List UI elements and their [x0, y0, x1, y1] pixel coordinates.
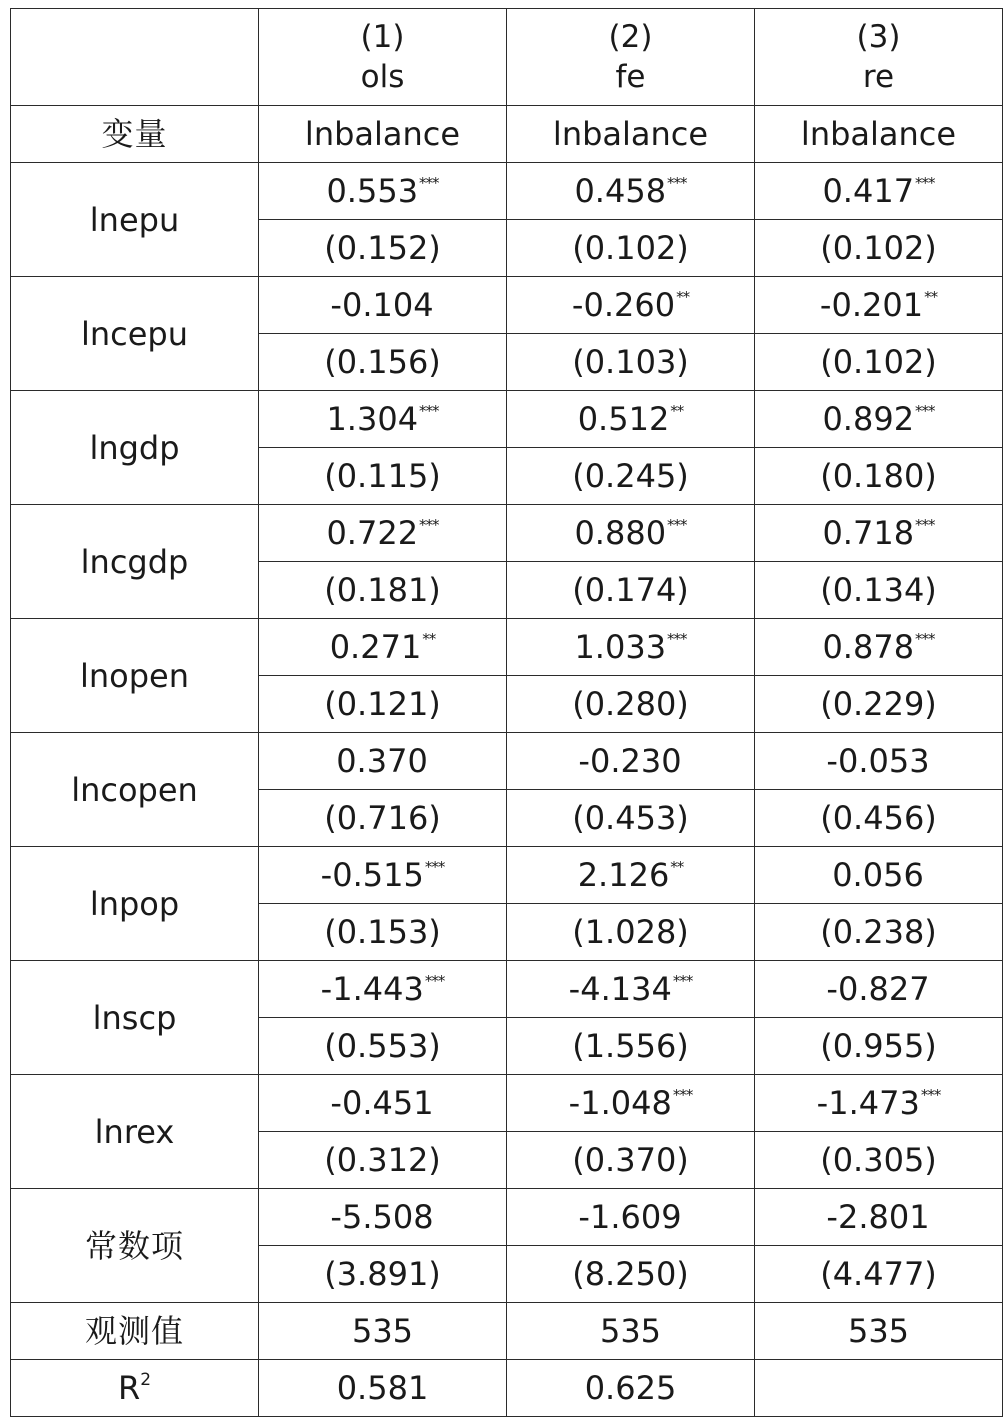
significance-stars: ***	[667, 630, 687, 648]
significance-stars: **	[924, 288, 938, 306]
coef-cell	[259, 847, 507, 904]
r-squared-value	[755, 1360, 1003, 1417]
header-col-2	[507, 9, 755, 106]
coef-value: -1.048	[568, 1084, 672, 1122]
coef-row	[11, 1189, 1003, 1246]
std-error-cell: (0.456)	[755, 790, 1003, 847]
coef-cell	[755, 277, 1003, 334]
variable-name: lncgdp	[11, 505, 259, 619]
variable-name: lncepu	[11, 277, 259, 391]
significance-stars: ***	[667, 174, 687, 192]
std-error-cell: (0.305)	[755, 1132, 1003, 1189]
coef-cell	[755, 1075, 1003, 1132]
variable-name: lnopen	[11, 619, 259, 733]
coef-value: -1.443	[320, 970, 424, 1008]
std-error-cell: (0.103)	[507, 334, 755, 391]
significance-stars: ***	[915, 174, 935, 192]
coef-cell	[259, 1075, 507, 1132]
coef-value: 1.033	[574, 628, 667, 666]
significance-stars: ***	[915, 402, 935, 420]
significance-stars: ***	[672, 1086, 693, 1104]
model-name: ols	[360, 59, 405, 95]
coef-cell	[755, 505, 1003, 562]
coef-value: -2.801	[826, 1198, 930, 1236]
coef-row	[11, 619, 1003, 676]
r-squared-exponent: 2	[140, 1370, 152, 1390]
coef-cell	[507, 391, 755, 448]
coef-cell	[259, 619, 507, 676]
coef-value: -0.230	[578, 742, 682, 780]
coef-value: 0.878	[822, 628, 915, 666]
significance-stars: **	[670, 858, 684, 876]
variable-name: lnpop	[11, 847, 259, 961]
variable-name: 常数项	[11, 1189, 259, 1303]
coef-row	[11, 961, 1003, 1018]
std-error-cell: (0.453)	[507, 790, 755, 847]
coef-value: -5.508	[330, 1198, 434, 1236]
coef-value: 0.056	[832, 856, 924, 894]
coef-row	[11, 733, 1003, 790]
coef-cell	[755, 961, 1003, 1018]
variable-name: lnscp	[11, 961, 259, 1075]
std-error-cell: (0.181)	[259, 562, 507, 619]
std-error-cell: (0.115)	[259, 448, 507, 505]
header-row-depvar	[11, 106, 1003, 163]
r-squared-row	[11, 1360, 1003, 1417]
coef-value: 0.370	[336, 742, 428, 780]
std-error-cell: (0.156)	[259, 334, 507, 391]
observations-value: 535	[259, 1303, 507, 1360]
coef-row	[11, 391, 1003, 448]
coef-cell	[259, 277, 507, 334]
significance-stars: ***	[667, 516, 687, 534]
coef-cell	[755, 1189, 1003, 1246]
significance-stars: ***	[419, 516, 439, 534]
coef-value: -0.053	[826, 742, 930, 780]
coef-cell	[507, 1189, 755, 1246]
depvar-col-3: lnbalance	[755, 106, 1003, 163]
coef-cell	[259, 961, 507, 1018]
coef-value: -0.827	[826, 970, 930, 1008]
std-error-cell: (0.370)	[507, 1132, 755, 1189]
std-error-cell: (0.180)	[755, 448, 1003, 505]
coef-value: -1.609	[578, 1198, 682, 1236]
coef-value: 0.512	[577, 400, 670, 438]
coef-cell	[755, 391, 1003, 448]
coef-cell	[259, 733, 507, 790]
significance-stars: ***	[920, 1086, 941, 1104]
std-error-cell: (0.153)	[259, 904, 507, 961]
significance-stars: ***	[672, 972, 693, 990]
significance-stars: ***	[419, 402, 439, 420]
coef-cell	[755, 733, 1003, 790]
std-error-cell: (0.280)	[507, 676, 755, 733]
header-col-1	[259, 9, 507, 106]
variable-name: lncopen	[11, 733, 259, 847]
coef-cell	[259, 391, 507, 448]
variable-name: lnrex	[11, 1075, 259, 1189]
header-col-3	[755, 9, 1003, 106]
std-error-cell: (0.121)	[259, 676, 507, 733]
std-error-cell: (0.229)	[755, 676, 1003, 733]
coef-cell	[507, 733, 755, 790]
coef-cell	[259, 505, 507, 562]
std-error-cell: (8.250)	[507, 1246, 755, 1303]
variable-name: lngdp	[11, 391, 259, 505]
std-error-cell: (1.556)	[507, 1018, 755, 1075]
coef-row	[11, 505, 1003, 562]
coef-row	[11, 277, 1003, 334]
header-row-models	[11, 9, 1003, 106]
variable-header: 变量	[11, 106, 259, 163]
significance-stars: ***	[915, 630, 935, 648]
observations-value: 535	[507, 1303, 755, 1360]
coef-value: -0.104	[330, 286, 434, 324]
model-name: fe	[615, 59, 646, 95]
variable-name: lnepu	[11, 163, 259, 277]
std-error-cell: (0.245)	[507, 448, 755, 505]
coef-cell	[507, 163, 755, 220]
column-number: (2)	[608, 19, 653, 55]
std-error-cell: (0.174)	[507, 562, 755, 619]
std-error-cell: (0.102)	[507, 220, 755, 277]
std-error-cell: (4.477)	[755, 1246, 1003, 1303]
coef-value: -1.473	[816, 1084, 920, 1122]
coef-cell	[755, 163, 1003, 220]
significance-stars: ***	[915, 516, 935, 534]
coef-cell	[507, 961, 755, 1018]
std-error-cell: (0.312)	[259, 1132, 507, 1189]
std-error-cell: (0.134)	[755, 562, 1003, 619]
std-error-cell: (0.238)	[755, 904, 1003, 961]
coef-value: 0.880	[574, 514, 667, 552]
std-error-cell: (0.102)	[755, 220, 1003, 277]
coef-value: -0.515	[320, 856, 424, 894]
std-error-cell: (1.028)	[507, 904, 755, 961]
significance-stars: ***	[424, 972, 445, 990]
significance-stars: ***	[424, 858, 445, 876]
header-corner-cell	[11, 9, 259, 106]
std-error-cell: (0.716)	[259, 790, 507, 847]
coef-value: 2.126	[577, 856, 670, 894]
model-name: re	[862, 59, 895, 95]
std-error-cell: (0.955)	[755, 1018, 1003, 1075]
coef-value: 0.718	[822, 514, 915, 552]
coef-value: -0.260	[571, 286, 676, 324]
regression-table	[10, 8, 1003, 1417]
significance-stars: **	[422, 630, 436, 648]
depvar-col-1: lnbalance	[259, 106, 507, 163]
coef-value: 1.304	[326, 400, 419, 438]
coef-row	[11, 847, 1003, 904]
std-error-cell: (3.891)	[259, 1246, 507, 1303]
column-number: (1)	[360, 19, 405, 55]
coef-value: -0.451	[330, 1084, 434, 1122]
r-squared-letter: R	[117, 1369, 141, 1407]
depvar-col-2: lnbalance	[507, 106, 755, 163]
coef-cell	[507, 505, 755, 562]
coef-cell	[755, 847, 1003, 904]
table-body	[11, 9, 1003, 1417]
coef-value: 0.722	[326, 514, 419, 552]
r-squared-label	[11, 1360, 259, 1417]
observations-row	[11, 1303, 1003, 1360]
std-error-cell: (0.553)	[259, 1018, 507, 1075]
std-error-cell: (0.152)	[259, 220, 507, 277]
coef-value: 0.458	[574, 172, 667, 210]
coef-value: 0.553	[326, 172, 419, 210]
observations-label: 观测值	[11, 1303, 259, 1360]
coef-cell	[259, 1189, 507, 1246]
coef-row	[11, 163, 1003, 220]
significance-stars: **	[676, 288, 690, 306]
coef-cell	[507, 847, 755, 904]
coef-cell	[507, 1075, 755, 1132]
std-error-cell: (0.102)	[755, 334, 1003, 391]
coef-value: -4.134	[568, 970, 672, 1008]
column-number: (3)	[856, 19, 901, 55]
coef-cell	[259, 163, 507, 220]
r-squared-value: 0.581	[259, 1360, 507, 1417]
r-squared-value: 0.625	[507, 1360, 755, 1417]
coef-value: -0.201	[819, 286, 924, 324]
coef-cell	[507, 277, 755, 334]
coef-value: 0.271	[329, 628, 422, 666]
significance-stars: **	[670, 402, 684, 420]
coef-row	[11, 1075, 1003, 1132]
coef-cell	[507, 619, 755, 676]
significance-stars: ***	[419, 174, 439, 192]
observations-value: 535	[755, 1303, 1003, 1360]
coef-value: 0.892	[822, 400, 915, 438]
coef-value: 0.417	[822, 172, 915, 210]
coef-cell	[755, 619, 1003, 676]
